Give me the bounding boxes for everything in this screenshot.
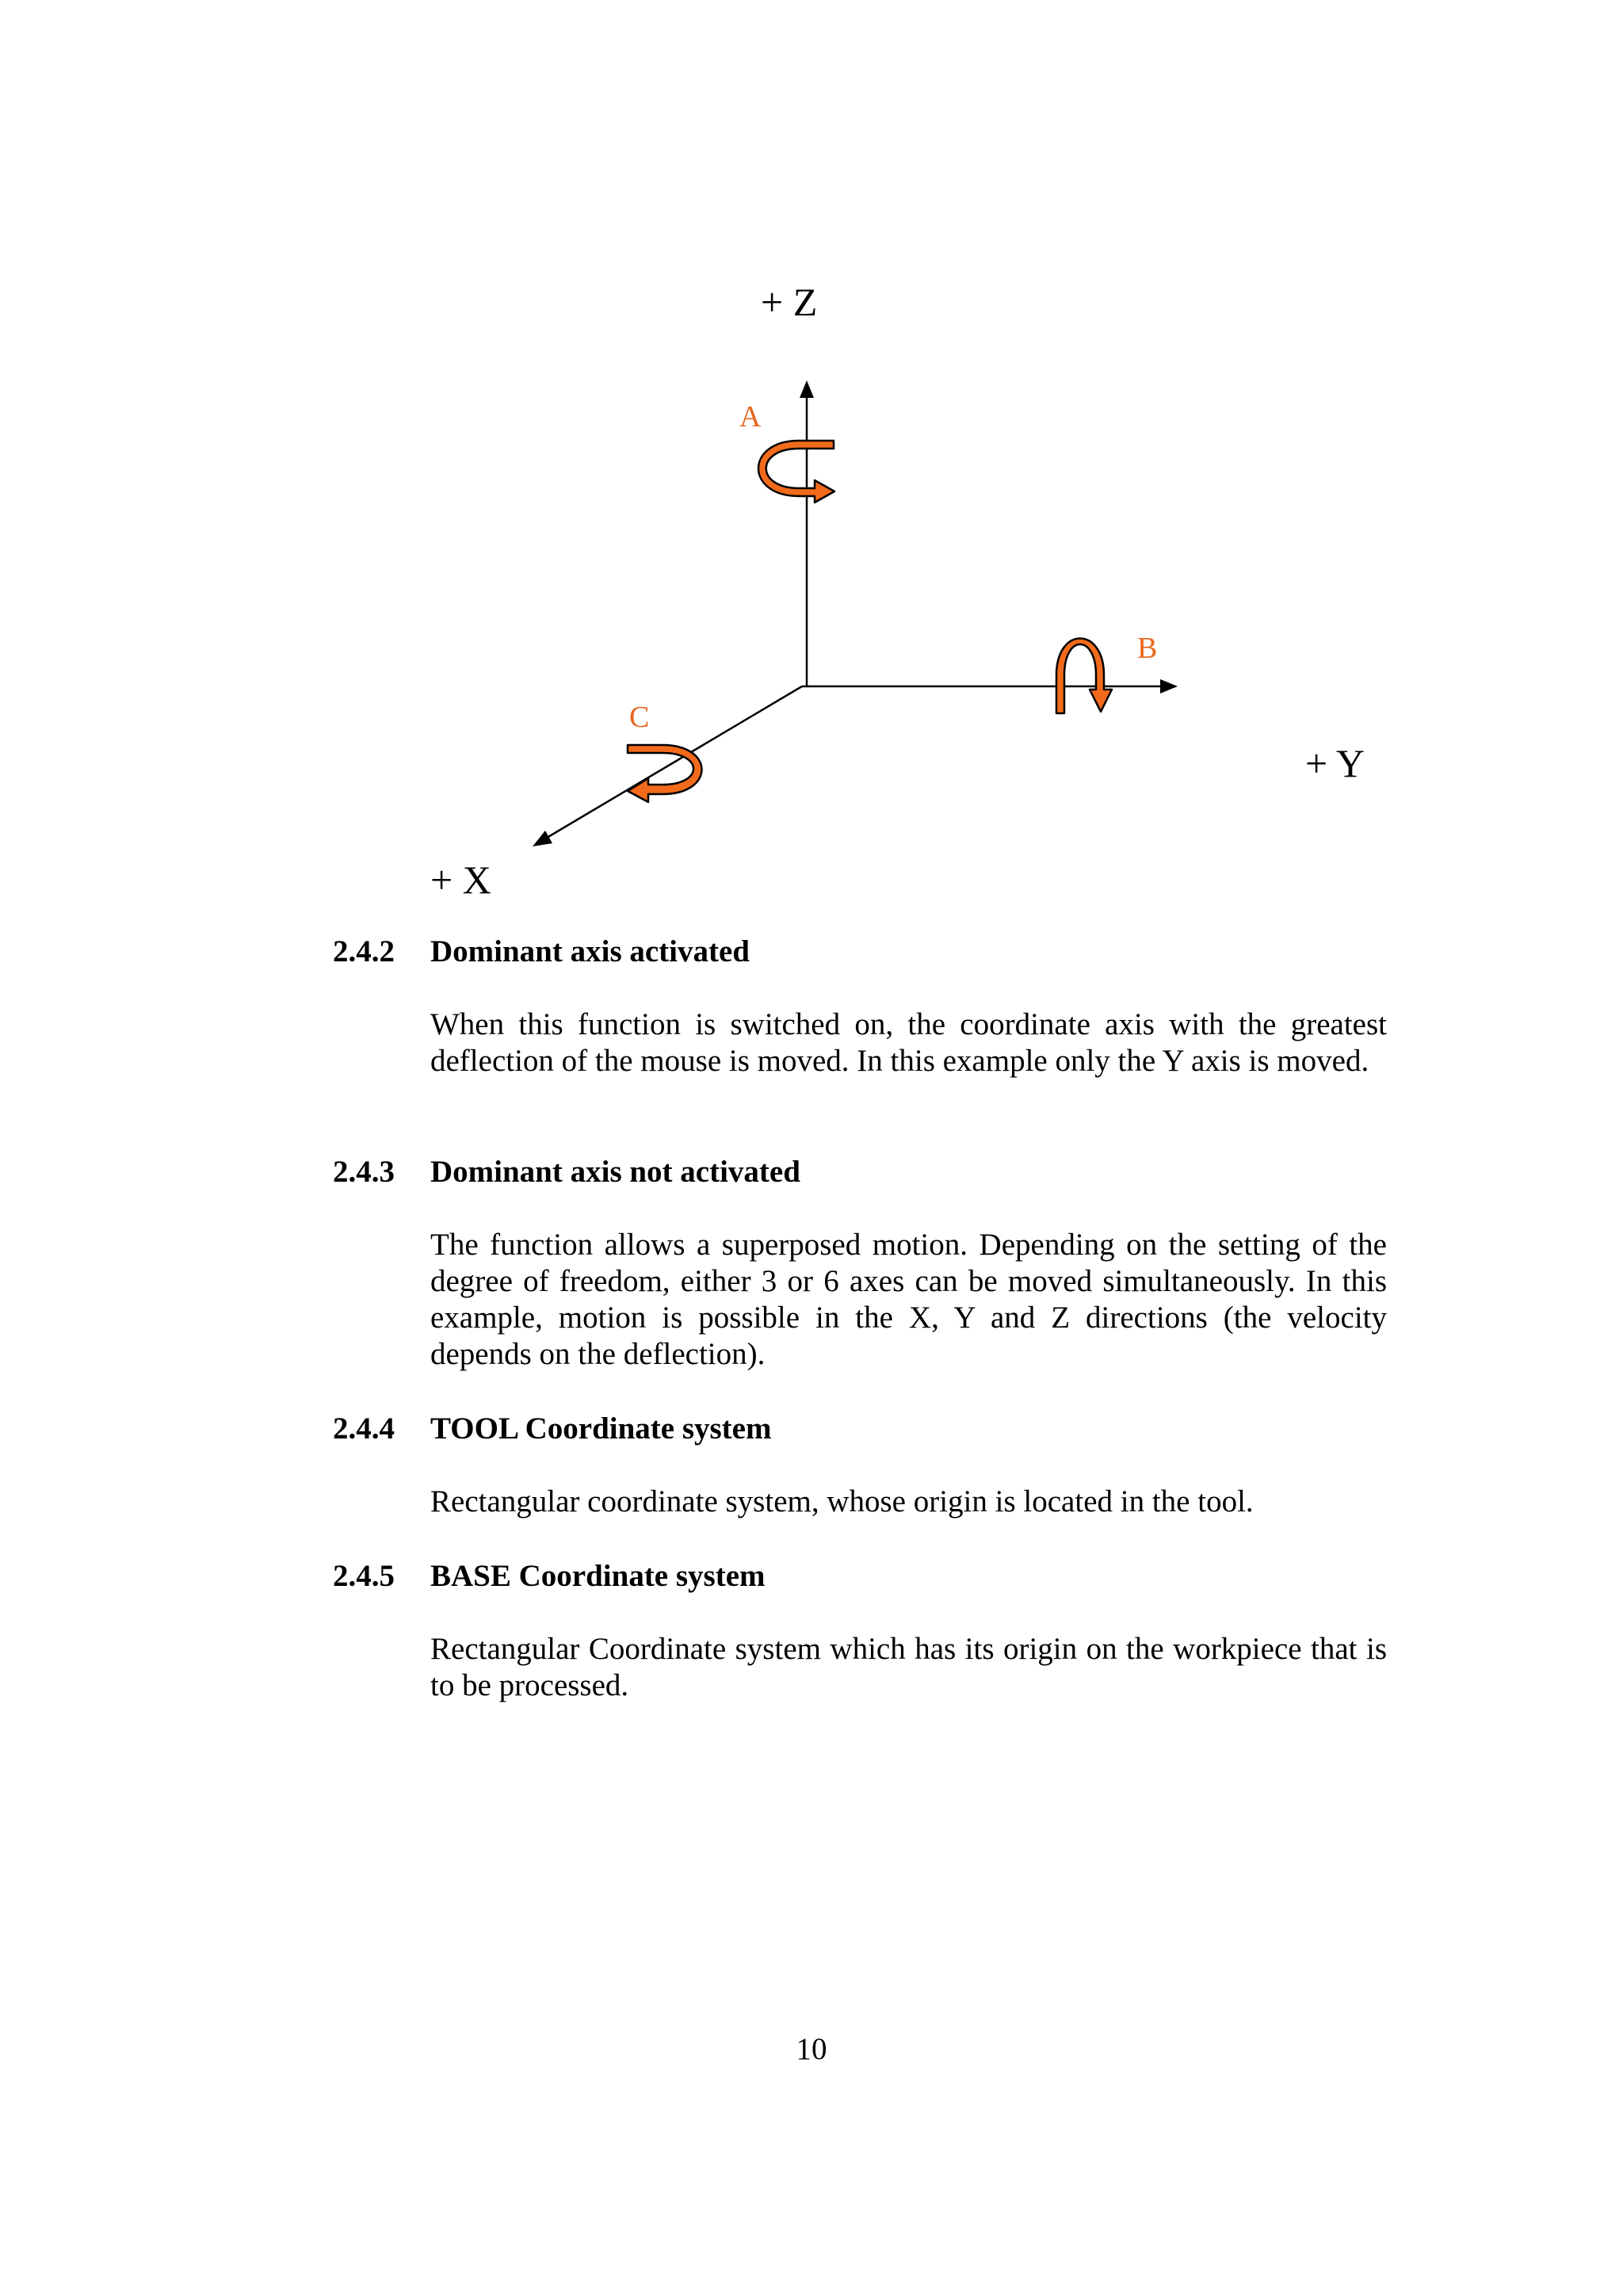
section-heading	[333, 1411, 1387, 1447]
section-heading	[333, 1154, 1387, 1190]
axis-y-label: + Y	[1305, 741, 1365, 785]
z-axis	[800, 380, 814, 686]
rotation-c-label: C	[629, 701, 650, 734]
section-heading	[333, 934, 1387, 970]
section-number: 2.4.4	[333, 1412, 395, 1446]
rotation-b-arrow-icon	[1056, 639, 1112, 714]
section-number: 2.4.2	[333, 934, 395, 968]
section-title: TOOL Coordinate system	[430, 1412, 772, 1446]
section-number: 2.4.3	[333, 1155, 395, 1189]
section-2-4-2	[333, 934, 1387, 1079]
section-body: Rectangular coordinate system, whose origin is located in the tool.	[430, 1484, 1254, 1519]
section-2-4-4	[333, 1411, 1387, 1520]
section-title: Dominant axis activated	[430, 934, 750, 968]
coordinate-system-diagram	[0, 0, 1623, 919]
section-body: Rectangular Coordinate system which has its origin on the workpiece that is to be processed.	[430, 1632, 1387, 1702]
section-number: 2.4.5	[333, 1559, 395, 1593]
section-heading	[333, 1558, 1387, 1595]
axis-z-label: + Z	[761, 280, 818, 324]
section-2-4-3	[333, 1154, 1387, 1373]
x-axis	[533, 686, 802, 846]
section-title: Dominant axis not activated	[430, 1155, 800, 1189]
page-number: 10	[796, 2032, 827, 2066]
rotation-a-arrow-icon	[758, 441, 834, 502]
section-body: The function allows a superposed motion. Depending on the setting of the degree of freedom, either 3 or 6 axes can be moved simultaneously. In this example, motion is possible in the X, Y and Z directions (the velocity depends on the deflection).	[430, 1228, 1387, 1371]
section-title: BASE Coordinate system	[430, 1559, 766, 1593]
axis-x-label: + X	[430, 858, 491, 902]
section-2-4-5	[333, 1558, 1387, 1704]
rotation-a-label: A	[739, 400, 762, 434]
rotation-c-arrow-icon	[628, 745, 702, 802]
section-body: When this function is switched on, the coordinate axis with the greatest deflection of the mouse is moved. In this example only the Y axis is moved.	[430, 1007, 1387, 1078]
y-axis	[802, 679, 1178, 693]
rotation-b-label: B	[1137, 632, 1158, 665]
